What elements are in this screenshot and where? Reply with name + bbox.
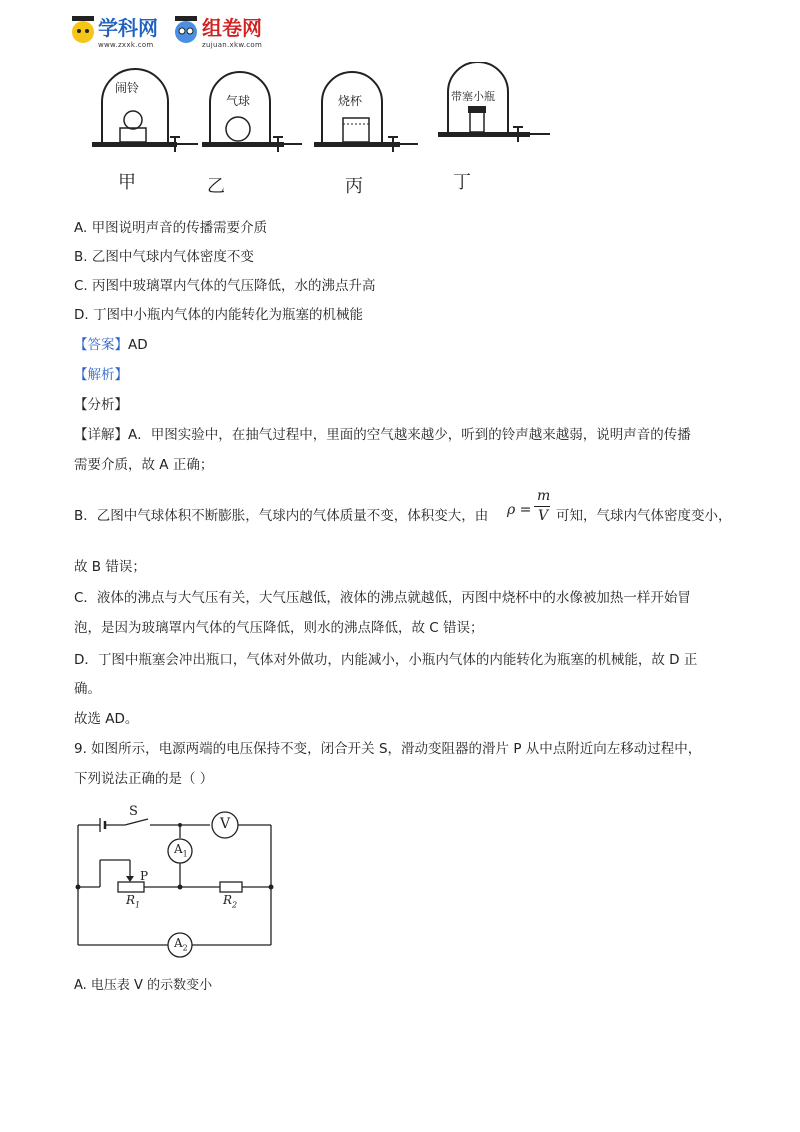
detail-d-line2: 确。 [74, 681, 101, 697]
fraction-bar [534, 506, 550, 507]
logo2 [202, 12, 292, 49]
logo1-text: 学科网 [98, 16, 158, 40]
fenxi-tag: 【分析】 [74, 397, 128, 413]
detail-c-line2: 泡，是因为玻璃罩内气体的气压降低，则水的沸点降低，故 C 错误； [74, 620, 484, 636]
q9-option-a: A. 电压表 V 的示数变小 [74, 978, 213, 993]
q8-option-b: B. 乙图中气球内气体密度不变 [74, 249, 254, 265]
caption-bing: 丙 [345, 176, 363, 197]
q8-option-a: A. 甲图说明声音的传播需要介质 [74, 220, 268, 236]
detail-c-line1: C．液体的沸点与大气压有关，大气压越低，液体的沸点就越低，丙图中烧杯中的水像被加热一样开始冒 [74, 590, 691, 606]
answer-tag: 【答案】 [74, 337, 128, 353]
jar-label-2: 气球 [226, 94, 251, 108]
jar-yi [202, 72, 302, 152]
q8-option-c: C. 丙图中玻璃罩内气体的气压降低，水的沸点升高 [74, 278, 376, 294]
resistor-r2 [220, 882, 242, 892]
label-slider-p: P [140, 869, 149, 883]
caption-yi: 乙 [207, 176, 225, 197]
label-voltmeter-v: V [220, 816, 231, 832]
switch-blade [125, 819, 148, 825]
label-r2: $R_2$ [223, 893, 238, 910]
analysis-tag: 【解析】 [74, 367, 128, 383]
caption-ding: 丁 [453, 172, 471, 193]
label-ammeter1: $A_1$ [174, 842, 188, 859]
detail-a-line2: 需要介质，故 A 正确； [74, 457, 214, 473]
logo1-mascot-icon [70, 12, 96, 46]
jar-bing [314, 72, 418, 152]
logo2-sub: zujuan.xkw.com [202, 41, 263, 49]
caption-jia: 甲 [118, 172, 136, 193]
answer-value: AD [128, 337, 148, 353]
density-formula-rho: ρ = [507, 502, 532, 518]
detail-b-line2: 故 B 错误； [74, 559, 146, 575]
density-formula-den: V [538, 508, 549, 524]
q9-stem-line1: 9. 如图所示，电源两端的电压保持不变，闭合开关 S，滑动变阻器的滑片 P 从中点附近向左移动过程中， [74, 741, 702, 757]
q8-answer [74, 335, 148, 355]
detail-d-line1: D．丁图中瓶塞会冲出瓶口，气体对外做功，内能减小，小瓶内气体的内能转化为瓶塞的机械能，故 D 正 [74, 652, 698, 668]
jar-jia [92, 69, 198, 152]
jar-label-4: 带塞小瓶 [451, 90, 495, 103]
jar-label-3: 烧杯 [338, 94, 363, 108]
label-switch-s: S [129, 804, 138, 819]
logo1-sub: www.zxxk.com [98, 41, 154, 49]
detail-a-line1: 【详解】A．甲图实验中，在抽气过程中，里面的空气越来越少，听到的铃声越来越弱，说明声音的传播 [74, 427, 691, 443]
label-r1: $R_1$ [126, 893, 141, 910]
jar-label-1: 闹铃 [115, 81, 140, 95]
logo2-mascot-icon [173, 12, 199, 46]
bell-jar-figure [80, 62, 550, 162]
logo1 [98, 12, 178, 49]
slider-arrow-icon [126, 876, 134, 882]
logo2-text: 组卷网 [202, 16, 262, 40]
label-ammeter2: $A_2$ [174, 936, 188, 953]
q9-stem-line2: 下列说法正确的是（ ） [74, 771, 214, 787]
detail-b-line1: B．乙图中气球体积不断膨胀，气球内的气体质量不变，体积变大，由 [74, 508, 489, 524]
rheostat-r1 [118, 882, 144, 892]
density-formula-num: m [537, 488, 551, 504]
q8-option-d: D. 丁图中小瓶内气体的内能转化为瓶塞的机械能 [74, 307, 363, 323]
detail-b-line1-tail: 可知，气球内气体密度变小， [556, 508, 732, 524]
conclusion: 故选 AD。 [74, 711, 139, 727]
